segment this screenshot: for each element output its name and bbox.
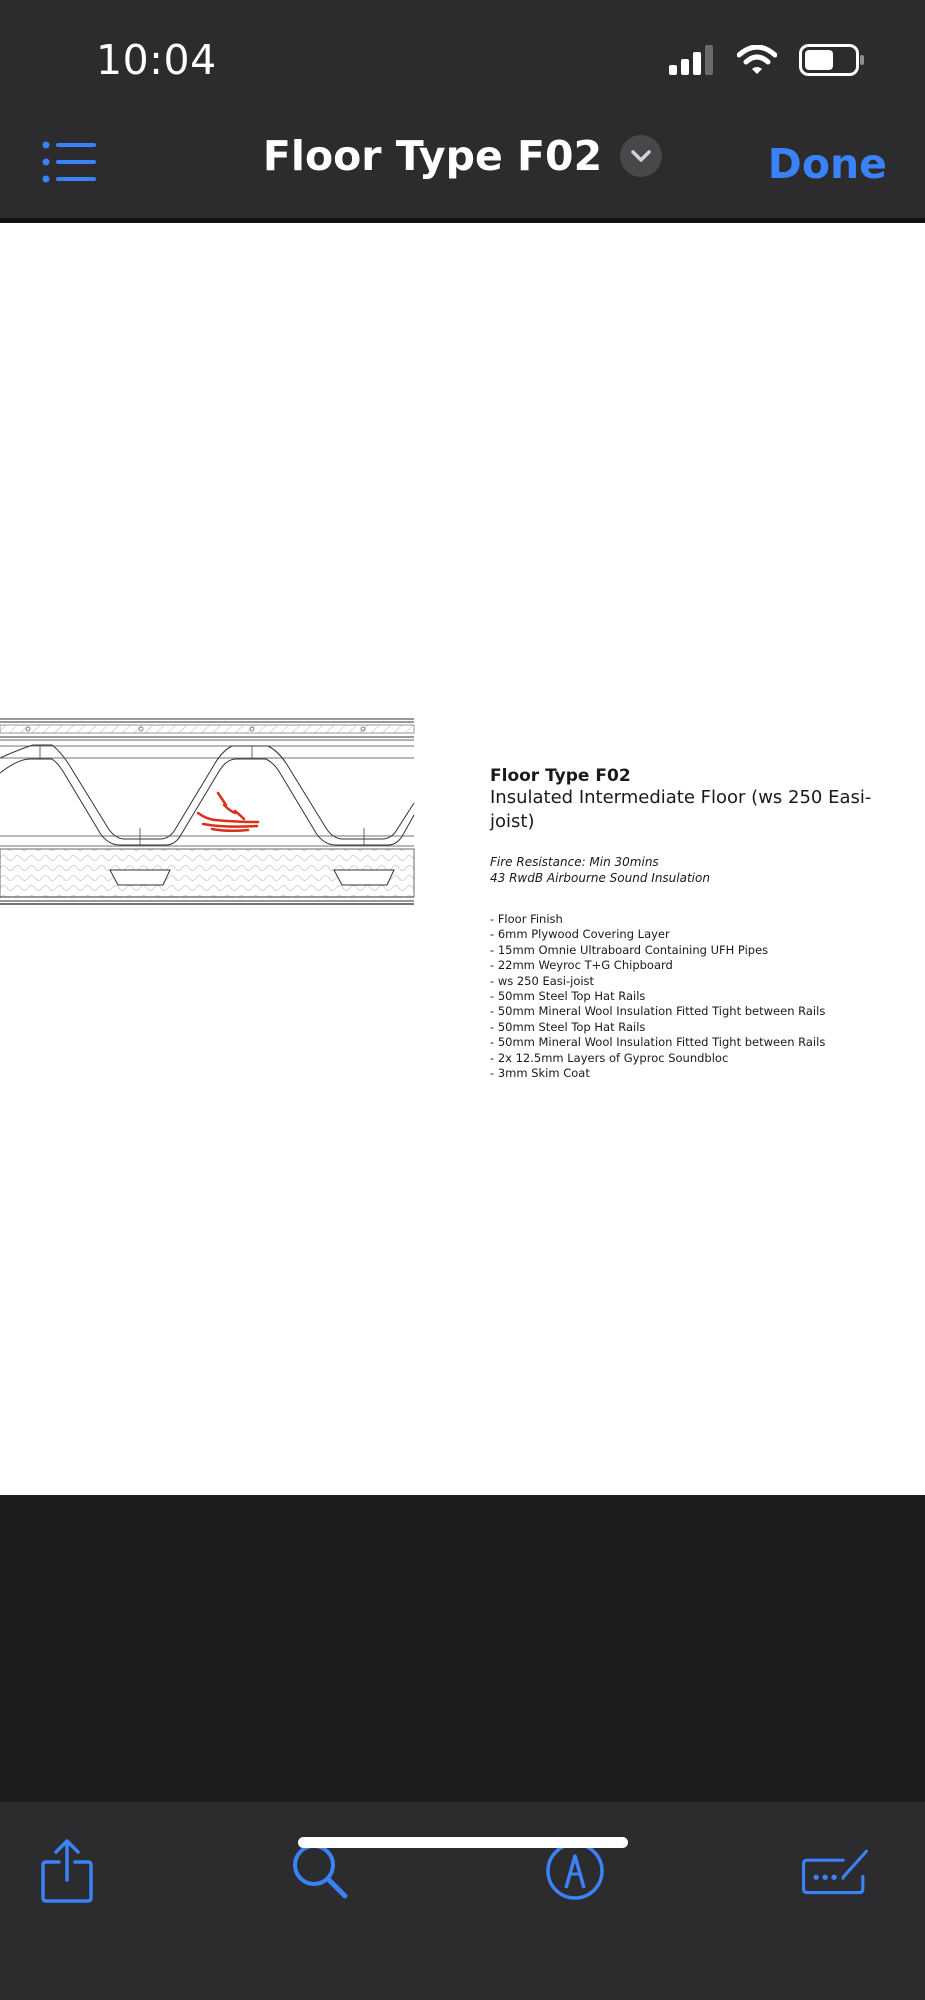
title-menu-button[interactable] [620, 135, 662, 177]
list-item: - 15mm Omnie Ultraboard Containing UFH Pipes [490, 943, 910, 958]
list-item: - ws 250 Easi-joist [490, 974, 910, 989]
viewer-background [0, 1495, 925, 1802]
done-button[interactable]: Done [767, 140, 887, 188]
share-button[interactable] [32, 1836, 102, 1906]
layer-list [490, 912, 910, 1081]
markup-icon [544, 1840, 606, 1902]
list-item: - 50mm Mineral Wool Insulation Fitted Tight between Rails [490, 1035, 910, 1050]
sound-insulation: 43 RwdB Airbourne Sound Insulation [490, 871, 710, 885]
red-markup-scribble [198, 793, 258, 831]
navigation-bar [0, 110, 925, 218]
status-time: 10:04 [96, 36, 217, 84]
wifi-icon [737, 45, 777, 75]
bottom-toolbar [0, 1802, 925, 2000]
floor-section-drawing [0, 493, 420, 913]
signature-button[interactable] [800, 1836, 870, 1906]
fire-resistance: Fire Resistance: Min 30mins [490, 855, 659, 869]
share-icon [40, 1838, 94, 1904]
list-item: - 50mm Steel Top Hat Rails [490, 1020, 910, 1035]
list-item: - 50mm Steel Top Hat Rails [490, 989, 910, 1004]
status-bar [0, 0, 925, 110]
document-page[interactable] [0, 223, 925, 1495]
page-title: Floor Type F02 [262, 132, 603, 180]
signature-icon [800, 1843, 870, 1899]
list-item: - 3mm Skim Coat [490, 1066, 910, 1081]
list-item: - 2x 12.5mm Layers of Gyproc Soundbloc [490, 1051, 910, 1066]
home-indicator [298, 1837, 628, 1848]
list-item: - 6mm Plywood Covering Layer [490, 927, 910, 942]
list-item: - 50mm Mineral Wool Insulation Fitted Tight between Rails [490, 1004, 910, 1019]
spec-subtitle: Insulated Intermediate Floor (ws 250 Easi-joist) [490, 787, 872, 832]
floor-spec-text [490, 766, 910, 1081]
spec-title: Floor Type F02 [490, 766, 631, 786]
list-item: - 22mm Weyroc T+G Chipboard [490, 958, 910, 973]
list-item: - Floor Finish [490, 912, 910, 927]
status-icons [669, 44, 865, 76]
battery-icon [799, 44, 865, 76]
chevron-down-icon [630, 149, 652, 163]
cellular-signal-icon [669, 45, 715, 75]
search-icon [290, 1841, 350, 1901]
